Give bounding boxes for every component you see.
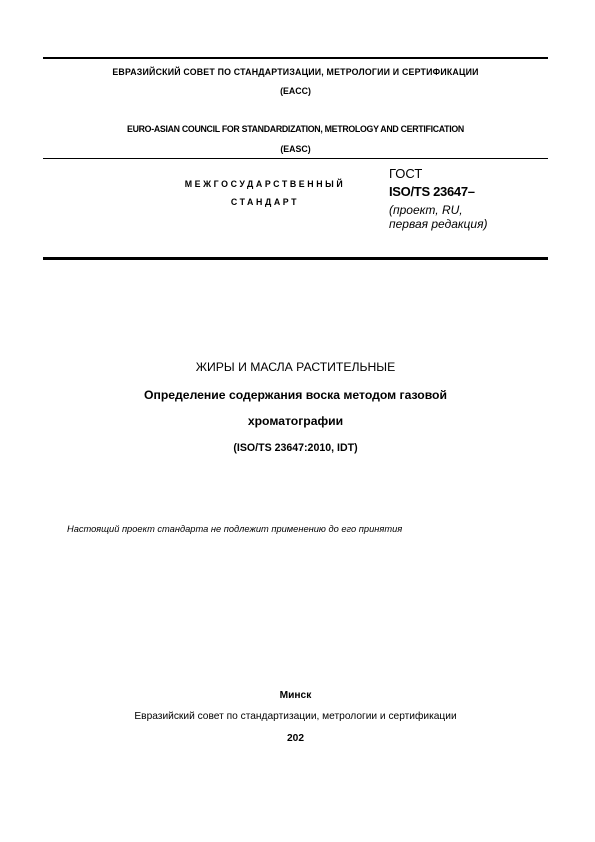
standard-type-line1: МЕЖГОСУДАРСТВЕННЫЙ [184, 179, 346, 189]
document-subtitle-line1: Определение содержания воска методом газовой [143, 388, 447, 402]
gost-draft-note: (проект, RU, первая редакция) [389, 203, 488, 231]
top-rule [43, 57, 548, 59]
standard-type-line2: СТАНДАРТ [230, 197, 300, 207]
document-title: ЖИРЫ И МАСЛА РАСТИТЕЛЬНЫЕ [195, 360, 396, 374]
middle-rule [43, 158, 548, 159]
footer-publisher: Евразийский совет по стандартизации, метрологии и сертификации [134, 711, 457, 722]
council-abbr-ru: (EACC) [280, 86, 311, 96]
council-name-ru: ЕВРАЗИЙСКИЙ СОВЕТ ПО СТАНДАРТИЗАЦИИ, МЕТРОЛОГИИ И СЕРТИФИКАЦИИ [112, 67, 479, 77]
council-name-en: EURO-ASIAN COUNCIL FOR STANDARDIZATION, METROLOGY AND CERTIFICATION [127, 124, 464, 134]
gost-number: ISO/TS 23647– [389, 184, 475, 199]
gost-designation [389, 166, 539, 231]
draft-notice: Настоящий проект стандарта не подлежит применению до его принятия [67, 524, 403, 534]
iso-reference: (ISO/TS 23647:2010, IDT) [233, 442, 358, 454]
footer-city: Минск [279, 690, 312, 701]
bottom-rule [43, 257, 548, 260]
council-abbr-en: (EASC) [280, 144, 311, 154]
gost-label: ГОСТ [389, 166, 423, 181]
document-subtitle-line2: хроматографии [247, 414, 344, 428]
footer-year: 202 [287, 733, 304, 744]
